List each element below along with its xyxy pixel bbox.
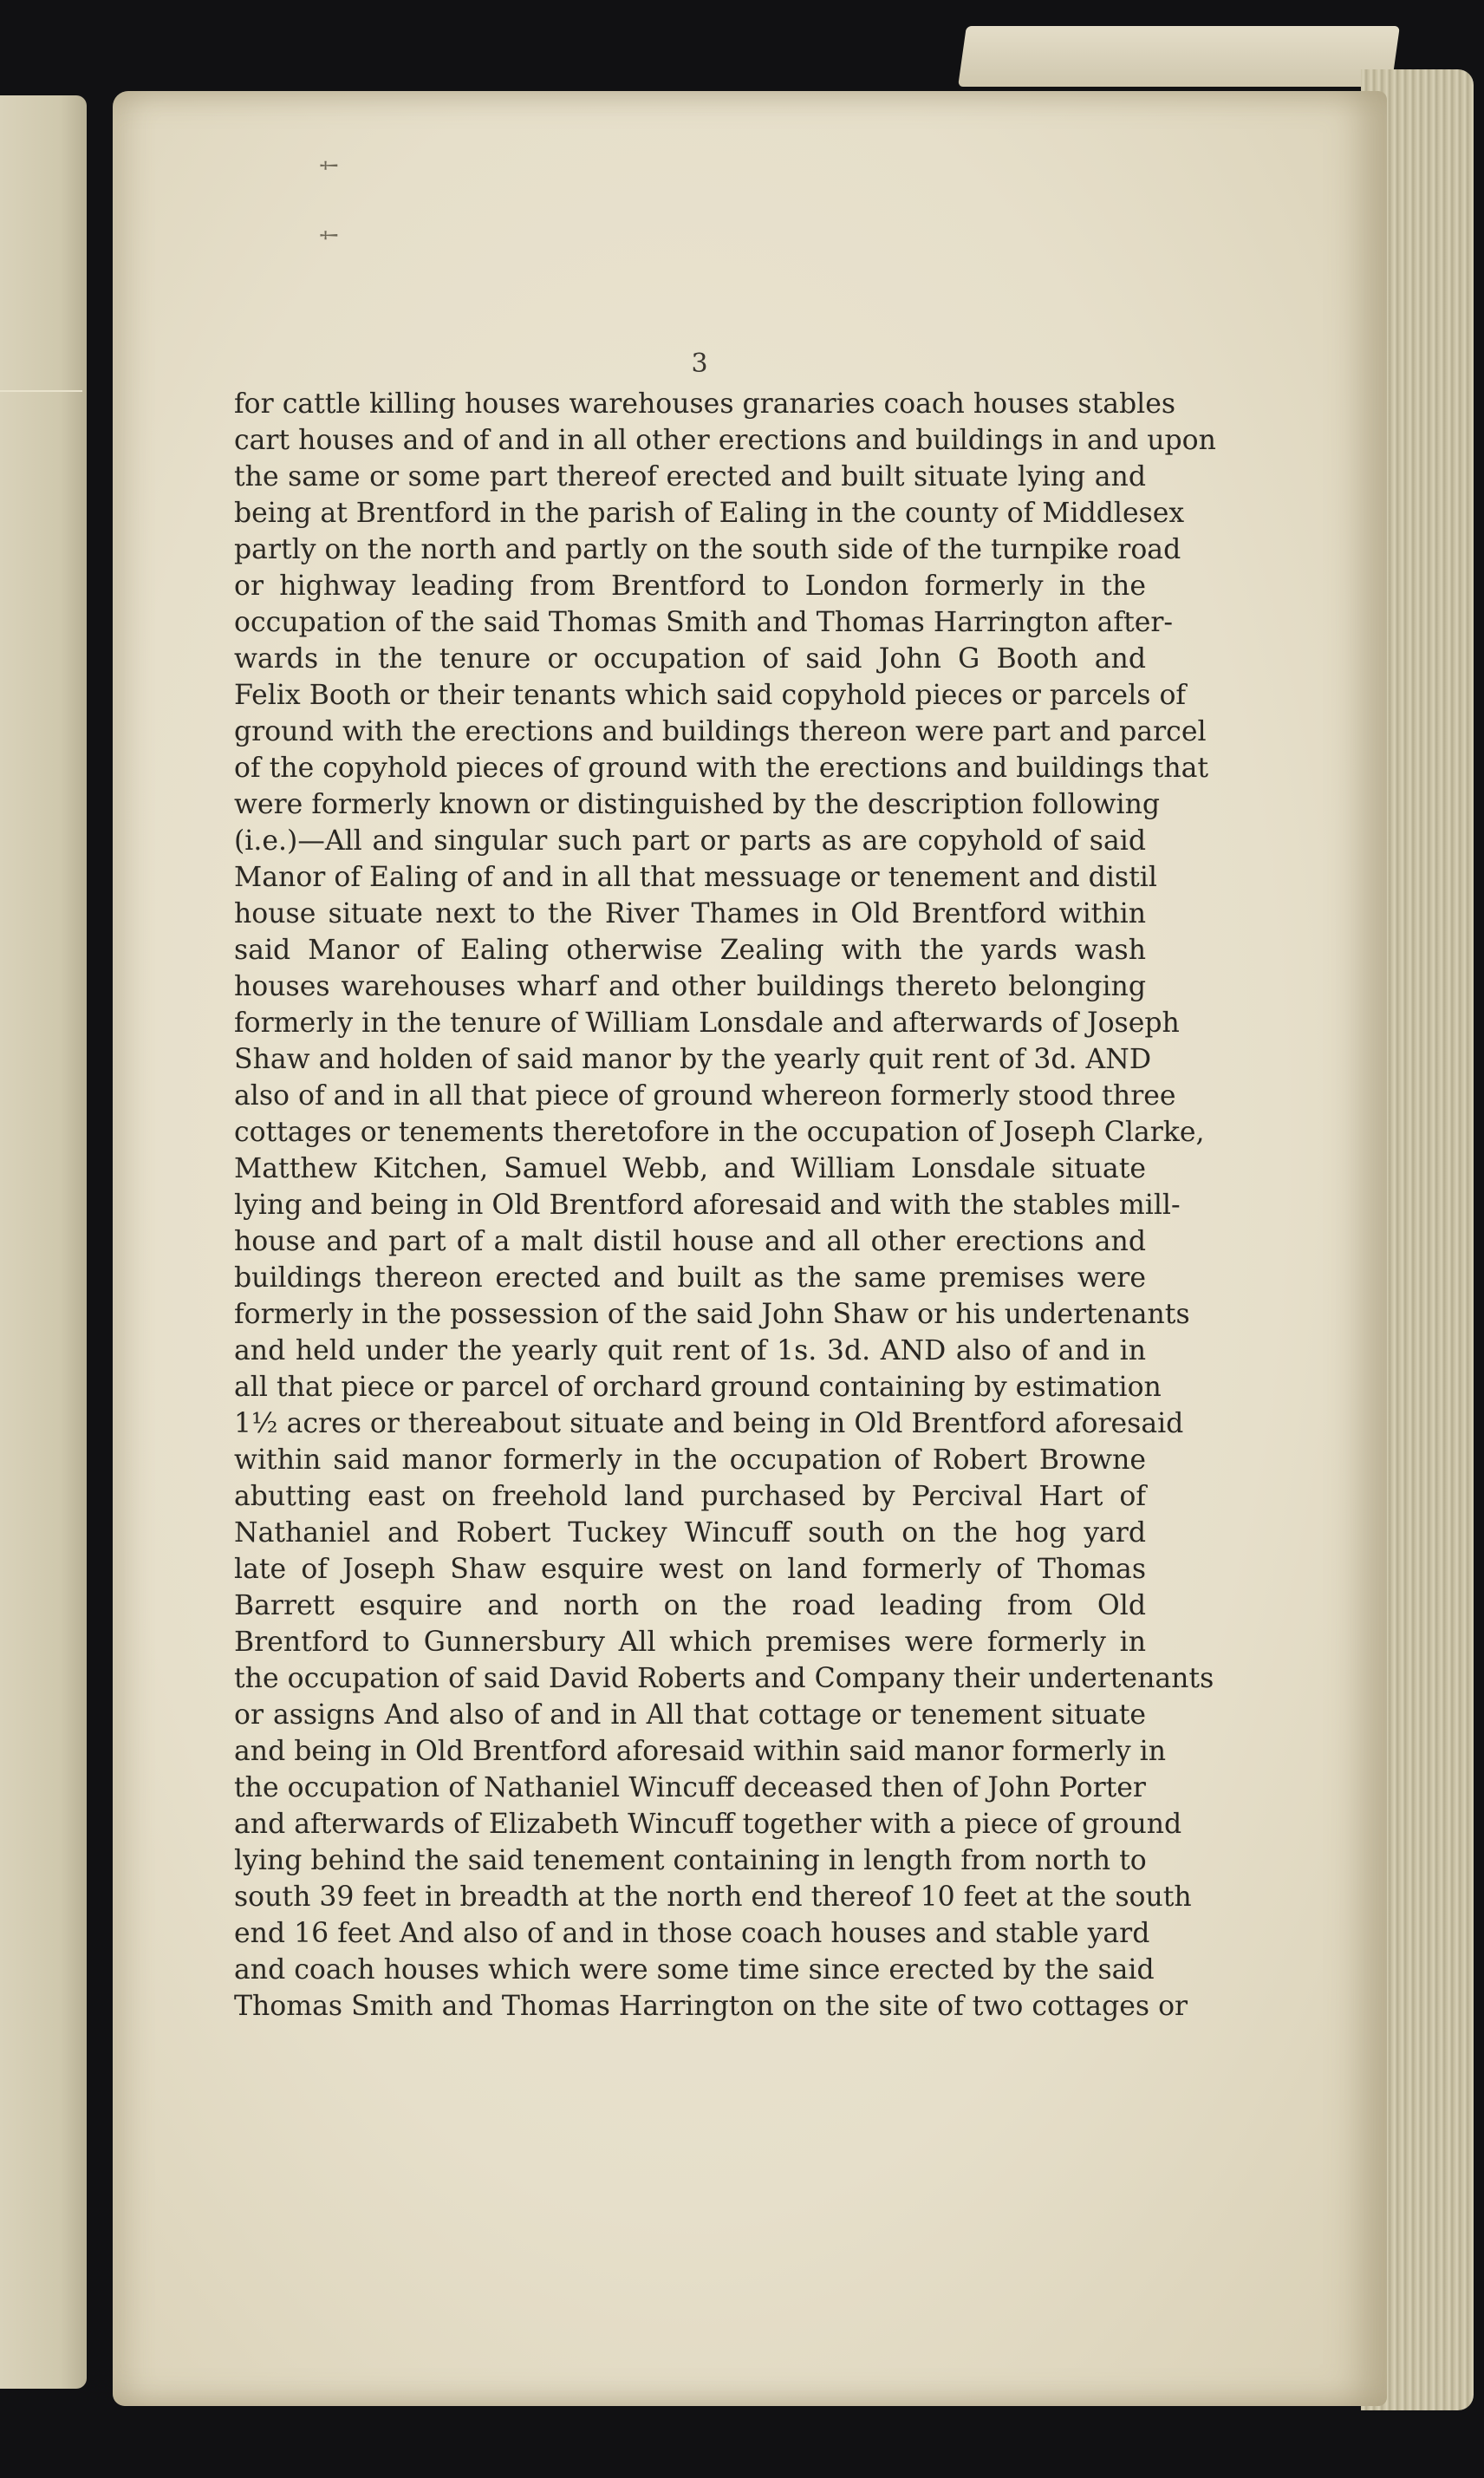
text-line: Thomas Smith and Thomas Harrington on the site of two cottages or [234, 1991, 1188, 2022]
facing-page-edge [0, 95, 87, 2389]
text-line: all that piece or parcel of orchard ground containing by estimation [234, 1372, 1162, 1403]
folded-page-corner [958, 26, 1400, 87]
facing-page-line [0, 390, 82, 392]
text-line: 1½ acres or thereabout situate and being in Old Brentford aforesaid [234, 1408, 1184, 1439]
text-line: Manor of Ealing of and in all that messuage or tenement and distil [234, 862, 1157, 893]
text-line: wards in the tenure or occupation of said John G Booth and [234, 643, 1146, 675]
text-line: partly on the north and partly on the south side of the turnpike road [234, 534, 1181, 565]
text-line: cart houses and of and in all other erections and buildings in and upon [234, 425, 1216, 456]
text-line: and held under the yearly quit rent of 1s. 3d. AND also of and in [234, 1335, 1146, 1366]
text-line: Felix Booth or their tenants which said copyhold pieces or parcels of [234, 680, 1187, 711]
text-line: and afterwards of Elizabeth Wincuff together with a piece of ground [234, 1809, 1182, 1840]
text-line: late of Joseph Shaw esquire west on land formerly of Thomas [234, 1554, 1146, 1585]
text-line: and coach houses which were some time since erected by the said [234, 1954, 1155, 1986]
text-line: for cattle killing houses warehouses granaries coach houses stables [234, 388, 1176, 420]
text-line: lying behind the said tenement containing in length from north to [234, 1845, 1147, 1876]
text-line: were formerly known or distinguished by the description following [234, 789, 1161, 820]
text-line: also of and in all that piece of ground whereon formerly stood three [234, 1080, 1176, 1112]
text-line: formerly in the tenure of William Lonsdale and afterwards of Joseph [234, 1008, 1180, 1039]
text-line: said Manor of Ealing otherwise Zealing with the yards wash [234, 935, 1146, 966]
page-number: 3 [691, 349, 708, 379]
text-line: Matthew Kitchen, Samuel Webb, and William Lonsdale situate [234, 1153, 1146, 1184]
text-line: cottages or tenements theretofore in the occupation of Joseph Clarke, [234, 1117, 1205, 1148]
text-line: the same or some part thereof erected and built situate lying and [234, 461, 1146, 492]
text-line: and being in Old Brentford aforesaid within said manor formerly in [234, 1736, 1167, 1767]
text-line: ground with the erections and buildings thereon were part and parcel [234, 716, 1207, 747]
margin-mark: ⸸ ⸸ [314, 160, 341, 267]
text-line: the occupation of Nathaniel Wincuff deceased then of John Porter [234, 1772, 1146, 1803]
text-line: (i.e.)—All and singular such part or parts as are copyhold of said [234, 825, 1146, 857]
text-line: Nathaniel and Robert Tuckey Wincuff south on the hog yard [234, 1517, 1146, 1549]
text-line: south 39 feet in breadth at the north end thereof 10 feet at the south [234, 1881, 1192, 1913]
text-line: lying and being in Old Brentford aforesaid and with the stables mill- [234, 1190, 1181, 1221]
text-line: house and part of a malt distil house and all other erections and [234, 1226, 1146, 1257]
text-line: houses warehouses wharf and other buildings thereto belonging [234, 971, 1146, 1002]
text-line: end 16 feet And also of and in those coach houses and stable yard [234, 1918, 1150, 1949]
text-line: occupation of the said Thomas Smith and Thomas Harrington after- [234, 607, 1174, 638]
text-line: Barrett esquire and north on the road leading from Old [234, 1590, 1146, 1621]
text-line: or highway leading from Brentford to London formerly in the [234, 571, 1146, 602]
text-line: or assigns And also of and in All that cottage or tenement situate [234, 1699, 1146, 1731]
text-line: within said manor formerly in the occupation of Robert Browne [234, 1444, 1146, 1476]
text-line: buildings thereon erected and built as the same premises were [234, 1262, 1146, 1294]
text-line: abutting east on freehold land purchased by Percival Hart of [234, 1481, 1146, 1512]
text-line: the occupation of said David Roberts and Company their undertenants [234, 1663, 1214, 1694]
text-line: formerly in the possession of the said John Shaw or his undertenants [234, 1299, 1190, 1330]
text-line: house situate next to the River Thames in Old Brentford within [234, 898, 1146, 929]
text-line: being at Brentford in the parish of Ealing in the county of Middlesex [234, 498, 1185, 529]
text-line: Shaw and holden of said manor by the yearly quit rent of 3d. AND [234, 1044, 1152, 1075]
text-line: of the copyhold pieces of ground with the erections and buildings that [234, 753, 1209, 784]
text-line: Brentford to Gunnersbury All which premises were formerly in [234, 1627, 1146, 1658]
